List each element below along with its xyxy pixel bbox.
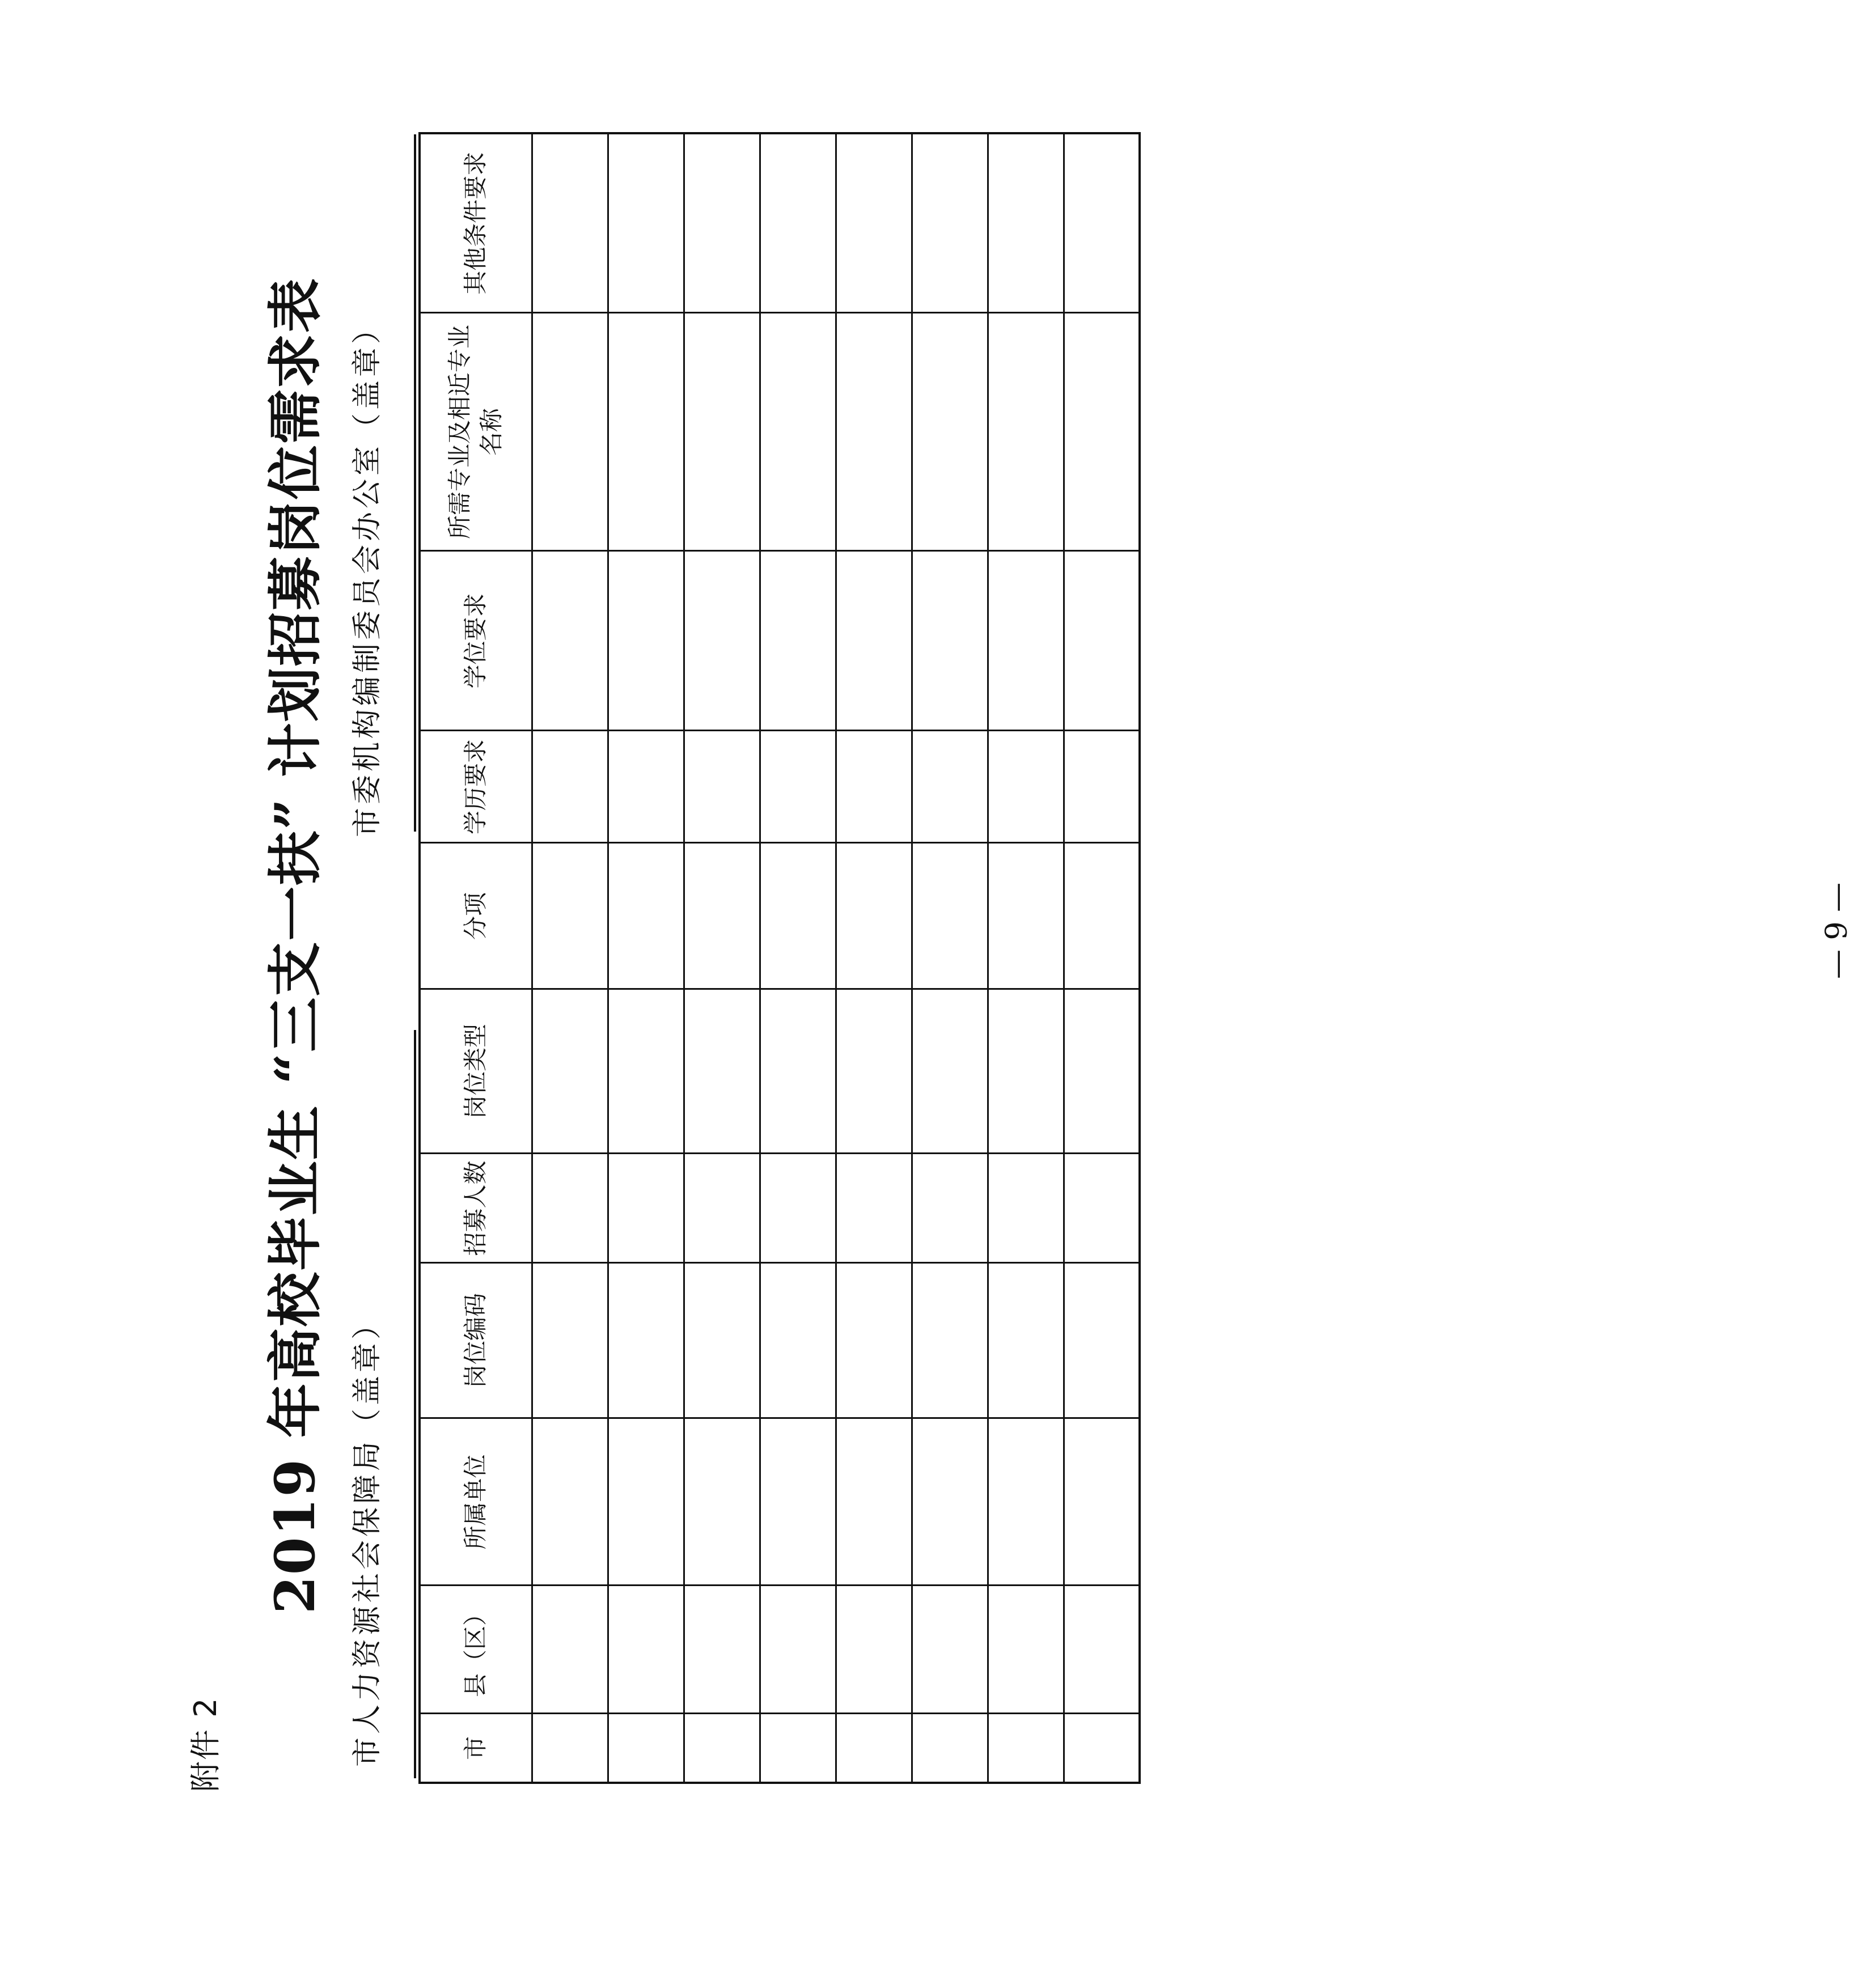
table-header-cell: 学位要求 <box>420 551 532 731</box>
table-row <box>532 133 608 1783</box>
table-row <box>836 133 912 1783</box>
table-row <box>608 133 684 1783</box>
table-cell[interactable] <box>608 989 684 1154</box>
table-cell[interactable] <box>532 1263 608 1418</box>
table-header-cell: 市 <box>420 1714 532 1783</box>
table-header-cell: 岗位类型 <box>420 989 532 1154</box>
table-cell[interactable] <box>988 843 1064 989</box>
table-cell[interactable] <box>608 1586 684 1714</box>
table-cell[interactable] <box>760 133 836 313</box>
table-cell[interactable] <box>532 313 608 551</box>
page-title: 2019 年高校毕业生 “三支一扶” 计划招募岗位需求表 <box>263 277 327 1614</box>
table-row <box>684 133 760 1783</box>
table-cell[interactable] <box>532 1154 608 1263</box>
table-row <box>912 133 988 1783</box>
table-cell[interactable] <box>1064 551 1140 731</box>
table-header-cell: 所需专业及相近专业名称 <box>420 313 532 551</box>
table-row <box>1064 133 1140 1783</box>
table-cell[interactable] <box>760 551 836 731</box>
table-cell[interactable] <box>760 313 836 551</box>
table-row <box>988 133 1064 1783</box>
table-cell[interactable] <box>988 313 1064 551</box>
table-cell[interactable] <box>608 133 684 313</box>
table-cell[interactable] <box>912 843 988 989</box>
table-cell[interactable] <box>912 133 988 313</box>
table-cell[interactable] <box>760 989 836 1154</box>
table-cell[interactable] <box>684 989 760 1154</box>
table-cell[interactable] <box>988 731 1064 843</box>
attachment-label: 附件 2 <box>188 1697 223 1792</box>
table-cell[interactable] <box>912 1586 988 1714</box>
table-cell[interactable] <box>988 1586 1064 1714</box>
table-cell[interactable] <box>912 313 988 551</box>
table-cell[interactable] <box>684 313 760 551</box>
table-cell[interactable] <box>760 1586 836 1714</box>
requirements-table <box>418 132 1141 1784</box>
table-cell[interactable] <box>1064 731 1140 843</box>
table-cell[interactable] <box>532 133 608 313</box>
table-cell[interactable] <box>684 1418 760 1586</box>
table-cell[interactable] <box>532 1418 608 1586</box>
table-cell[interactable] <box>1064 133 1140 313</box>
table-cell[interactable] <box>608 1154 684 1263</box>
table-cell[interactable] <box>608 313 684 551</box>
table-cell[interactable] <box>532 843 608 989</box>
table-cell[interactable] <box>988 989 1064 1154</box>
table-cell[interactable] <box>988 1154 1064 1263</box>
table-cell[interactable] <box>532 551 608 731</box>
table-cell[interactable] <box>988 551 1064 731</box>
table-cell[interactable] <box>988 133 1064 313</box>
table-cell[interactable] <box>608 1418 684 1586</box>
table-cell[interactable] <box>988 1714 1064 1783</box>
table-cell[interactable] <box>1064 843 1140 989</box>
table-cell[interactable] <box>1064 1154 1140 1263</box>
table-cell[interactable] <box>912 731 988 843</box>
table-cell[interactable] <box>836 1586 912 1714</box>
table-cell[interactable] <box>684 551 760 731</box>
table-header-row <box>420 133 532 1783</box>
table-cell[interactable] <box>684 1263 760 1418</box>
table-cell[interactable] <box>836 1418 912 1586</box>
table-cell[interactable] <box>1064 1418 1140 1586</box>
table-header-cell: 所属单位 <box>420 1418 532 1586</box>
table-cell[interactable] <box>684 1586 760 1714</box>
table-cell[interactable] <box>836 1154 912 1263</box>
table-cell[interactable] <box>1064 989 1140 1154</box>
table-row <box>760 133 836 1783</box>
table-header-cell: 学历要求 <box>420 731 532 843</box>
table-cell[interactable] <box>760 1263 836 1418</box>
table-header-cell: 其他条件要求 <box>420 133 532 313</box>
table-cell[interactable] <box>608 1263 684 1418</box>
table-cell[interactable] <box>912 1418 988 1586</box>
table-cell[interactable] <box>912 1263 988 1418</box>
table-cell[interactable] <box>684 133 760 313</box>
table-cell[interactable] <box>988 1418 1064 1586</box>
table-cell[interactable] <box>608 1714 684 1783</box>
table-header-cell: 招募人数 <box>420 1154 532 1263</box>
issuer-left: 市人力资源社会保障局（盖章） <box>350 1306 384 1767</box>
table-cell[interactable] <box>608 731 684 843</box>
table-cell[interactable] <box>912 989 988 1154</box>
table-cell[interactable] <box>836 551 912 731</box>
table-cell[interactable] <box>684 1154 760 1263</box>
table-cell[interactable] <box>1064 1714 1140 1783</box>
table-cell[interactable] <box>836 731 912 843</box>
table-cell[interactable] <box>760 731 836 843</box>
table-header-cell: 岗位编码 <box>420 1263 532 1418</box>
table-cell[interactable] <box>836 843 912 989</box>
table-cell[interactable] <box>1064 1263 1140 1418</box>
table-cell[interactable] <box>684 731 760 843</box>
table-cell[interactable] <box>760 843 836 989</box>
page-number: — 9 — <box>1820 882 1854 979</box>
table-cell[interactable] <box>684 1714 760 1783</box>
table-cell[interactable] <box>1064 1586 1140 1714</box>
issuer-underline-right <box>414 134 416 832</box>
issuer-right: 市委机构编制委员会办公室（盖章） <box>350 311 384 837</box>
table-cell[interactable] <box>532 731 608 843</box>
table-cell[interactable] <box>760 1418 836 1586</box>
table-cell[interactable] <box>836 313 912 551</box>
table-header-cell: 分项 <box>420 843 532 989</box>
table-cell[interactable] <box>532 989 608 1154</box>
table-cell[interactable] <box>608 843 684 989</box>
table-cell[interactable] <box>912 1154 988 1263</box>
table-cell[interactable] <box>532 1714 608 1783</box>
table-cell[interactable] <box>912 551 988 731</box>
table-cell[interactable] <box>760 1714 836 1783</box>
table-cell[interactable] <box>836 1714 912 1783</box>
table-cell[interactable] <box>836 989 912 1154</box>
table-cell[interactable] <box>684 843 760 989</box>
table-cell[interactable] <box>988 1263 1064 1418</box>
table-cell[interactable] <box>532 1586 608 1714</box>
table-cell[interactable] <box>1064 313 1140 551</box>
issuer-underline-left <box>414 1030 416 1778</box>
table-cell[interactable] <box>608 551 684 731</box>
table-header-cell: 县（区） <box>420 1586 532 1714</box>
table-cell[interactable] <box>760 1154 836 1263</box>
table-cell[interactable] <box>836 1263 912 1418</box>
table-cell[interactable] <box>912 1714 988 1783</box>
table-cell[interactable] <box>836 133 912 313</box>
